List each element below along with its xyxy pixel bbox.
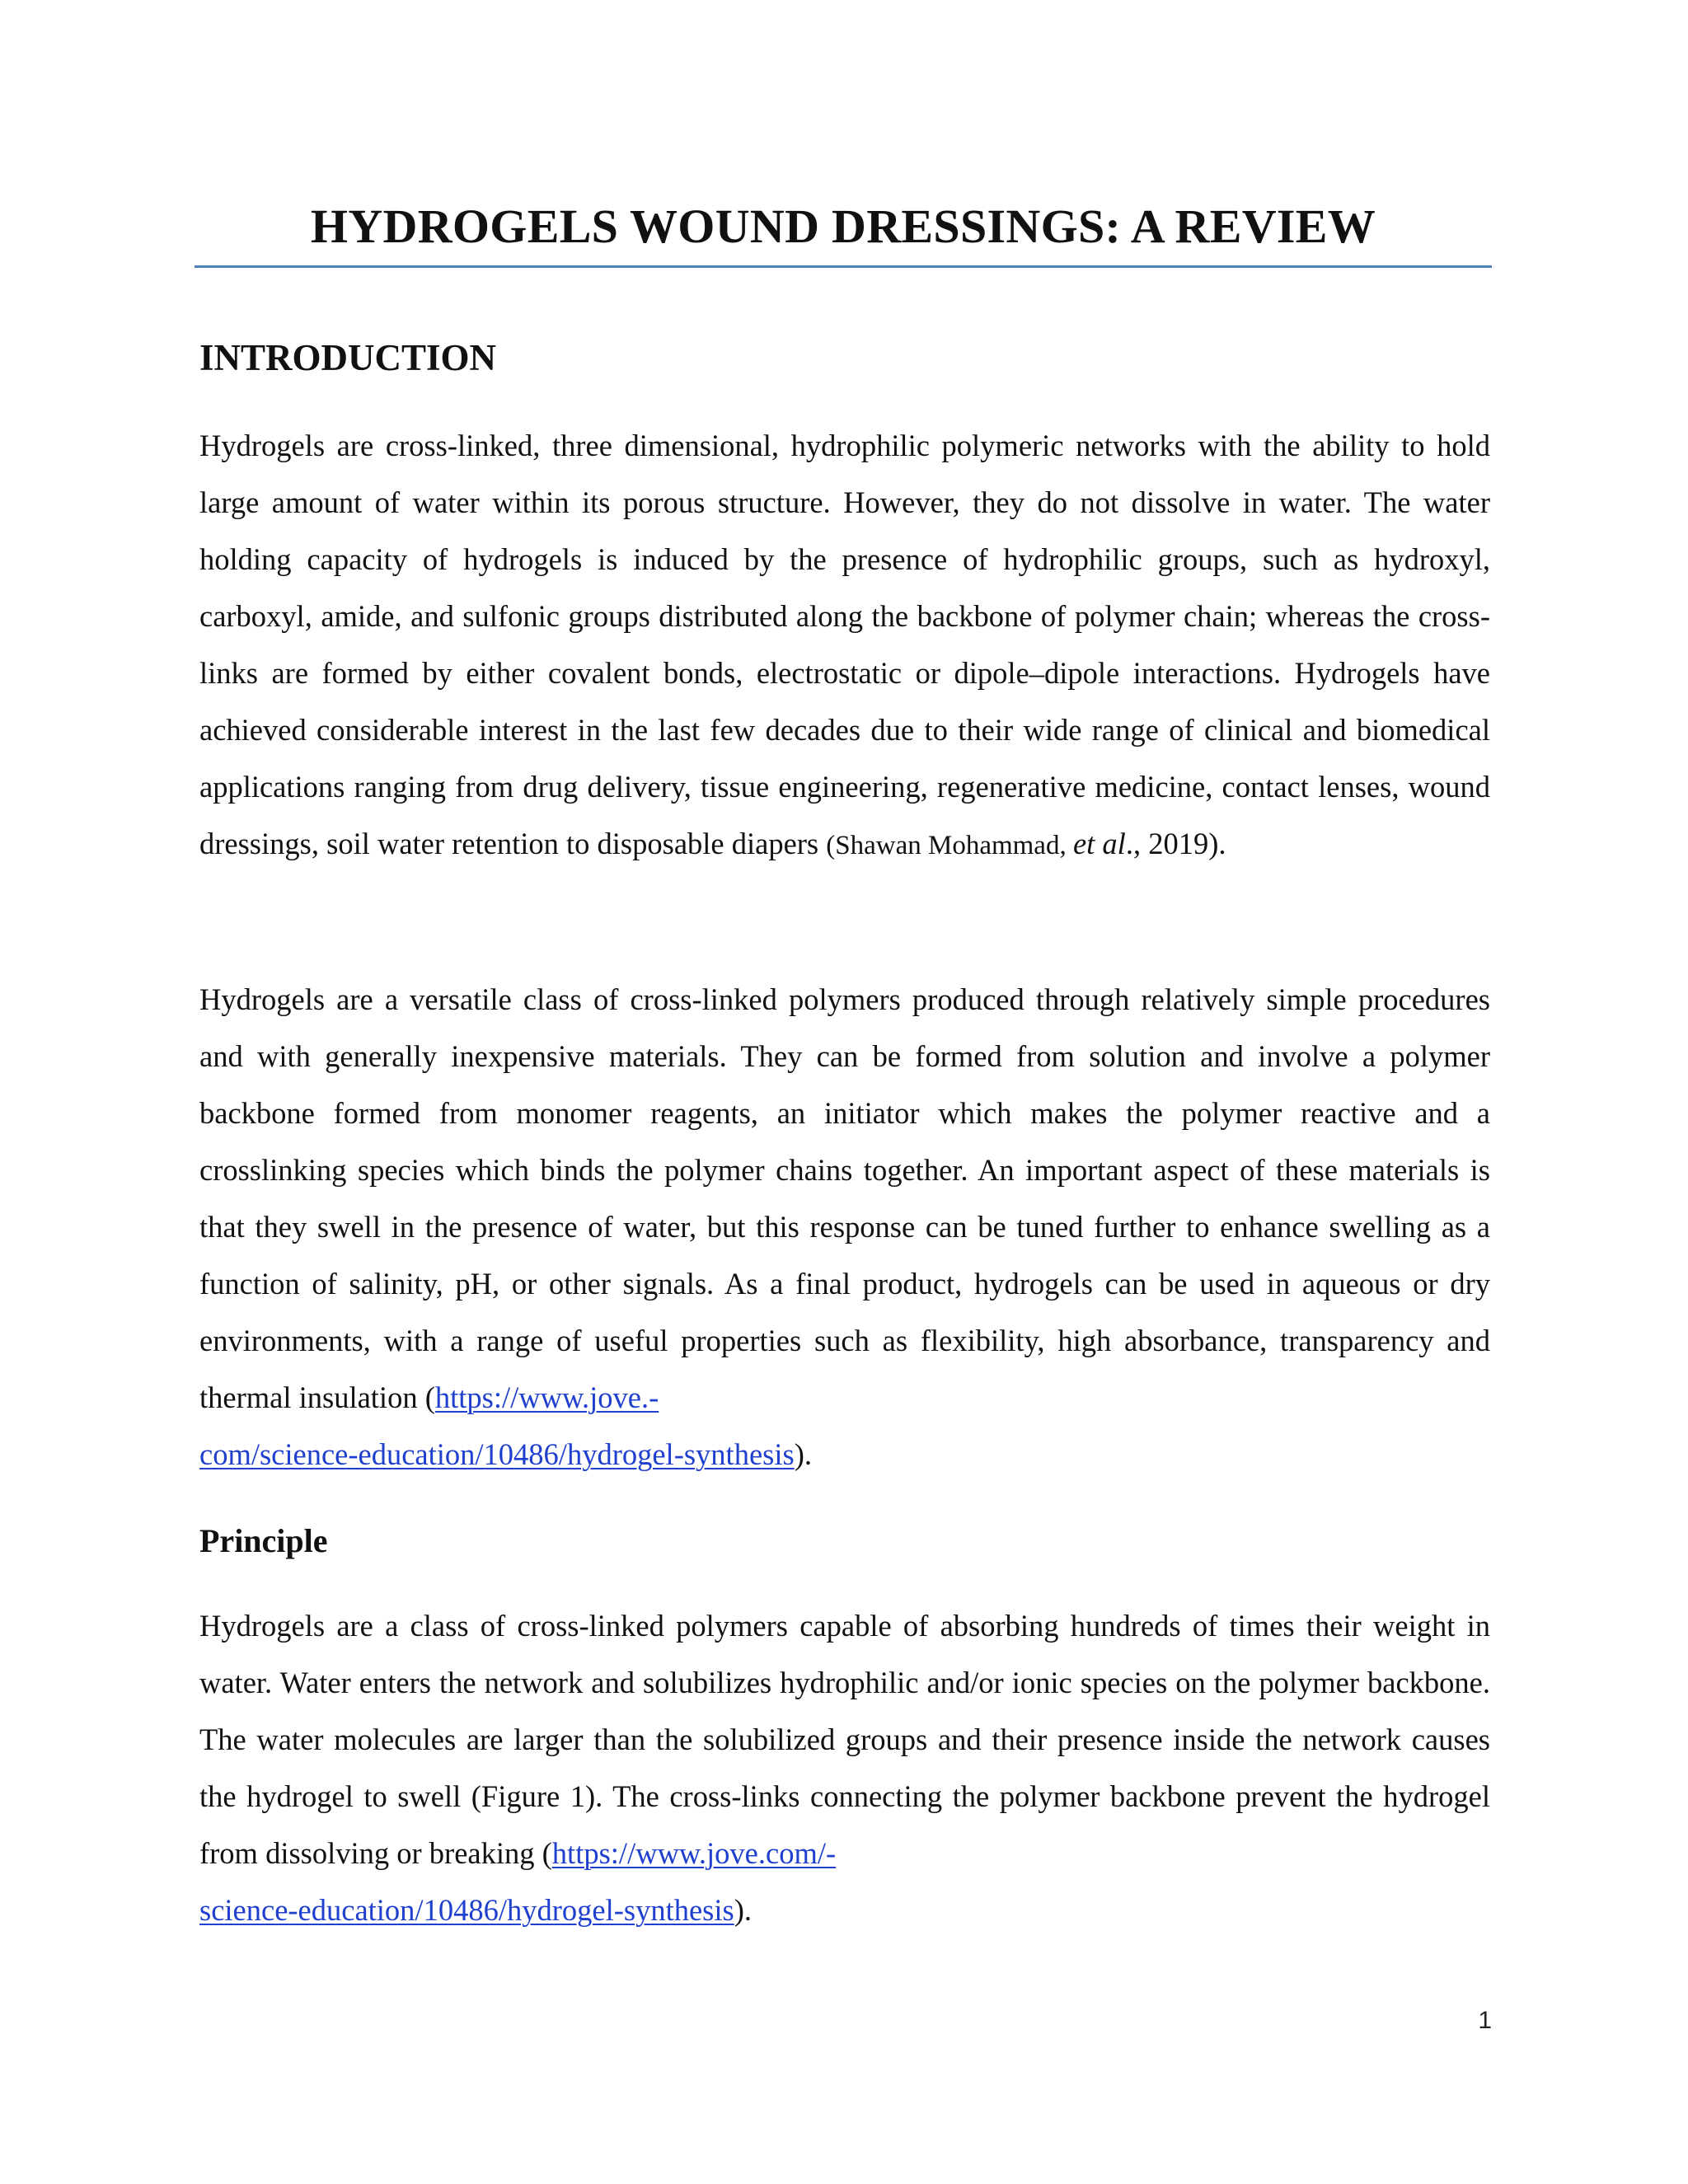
introduction-paragraph-2 xyxy=(199,971,1490,1483)
citation-et-al: et al xyxy=(1072,827,1126,860)
citation-author: (Shawan Mohammad, xyxy=(826,831,1073,860)
jove-link-2-part-1[interactable]: https://www.jove.com/- xyxy=(551,1836,837,1870)
page-number: 1 xyxy=(1478,2007,1492,2034)
principle-paragraph-closing: ). xyxy=(734,1893,752,1927)
introduction-paragraph-1 xyxy=(199,417,1490,874)
title-underline-rule xyxy=(195,265,1492,268)
principle-paragraph xyxy=(199,1597,1490,1938)
jove-link-2-part-2[interactable]: science-education/10486/hydrogel-synthesis xyxy=(199,1893,734,1927)
paragraph-2-body: Hydrogels are a versatile class of cross-linked polymers produced through relatively simple procedures and with generally inexpensive materials. They can be formed from solution and involve a polymer backbone formed from monomer reagents, an initiator which makes the polymer reactive and a crosslinking species which binds the polymer chains together. An important aspect of these materials is that they swell in the presence of water, but this response can be tuned further to enhance swelling as a function of salinity, pH, or other signals. As a final product, hydrogels can be used in aqueous or dry environments, with a range of useful properties such as flexibility, high absorbance, transparency and thermal insulation ( xyxy=(199,982,1490,1414)
jove-link-1-part-2[interactable]: com/science-education/10486/hydrogel-synthesis xyxy=(199,1437,795,1471)
jove-link-1-part-1[interactable]: https://www.jove.- xyxy=(434,1380,659,1414)
principle-paragraph-body: Hydrogels are a class of cross-linked polymers capable of absorbing hundreds of times their weight in water. Water enters the network and solubilizes hydrophilic and/or ionic species on the polymer backbone. The water molecules are larger than the solubilized groups and their presence inside the network causes the hydrogel to swell (Figure 1). The cross-links connecting the polymer backbone prevent the hydrogel from dissolving or breaking ( xyxy=(199,1609,1490,1870)
principle-heading: Principle xyxy=(199,1522,328,1559)
citation-year: ., 2019). xyxy=(1125,827,1226,860)
paragraph-1-body: Hydrogels are cross-linked, three dimensional, hydrophilic polymeric networks with the ability to hold large amount of water within its porous structure. However, they do not dissolve in water. The water holding capacity of hydrogels is induced by the presence of hydrophilic groups, such as hydroxyl, carboxyl, amide, and sulfonic groups distributed along the backbone of polymer chain; whereas the cross-links are formed by either covalent bonds, electrostatic or dipole–dipole interactions. Hydrogels have achieved considerable interest in the last few decades due to their wide range of clinical and biomedical applications ranging from drug delivery, tissue engineering, regenerative medicine, contact lenses, wound dressings, soil water retention to disposable diapers xyxy=(199,429,1490,860)
paragraph-2-closing: ). xyxy=(794,1437,812,1471)
document-title: HYDROGELS WOUND DRESSINGS: A REVIEW xyxy=(310,199,1376,253)
introduction-heading: INTRODUCTION xyxy=(199,337,497,378)
